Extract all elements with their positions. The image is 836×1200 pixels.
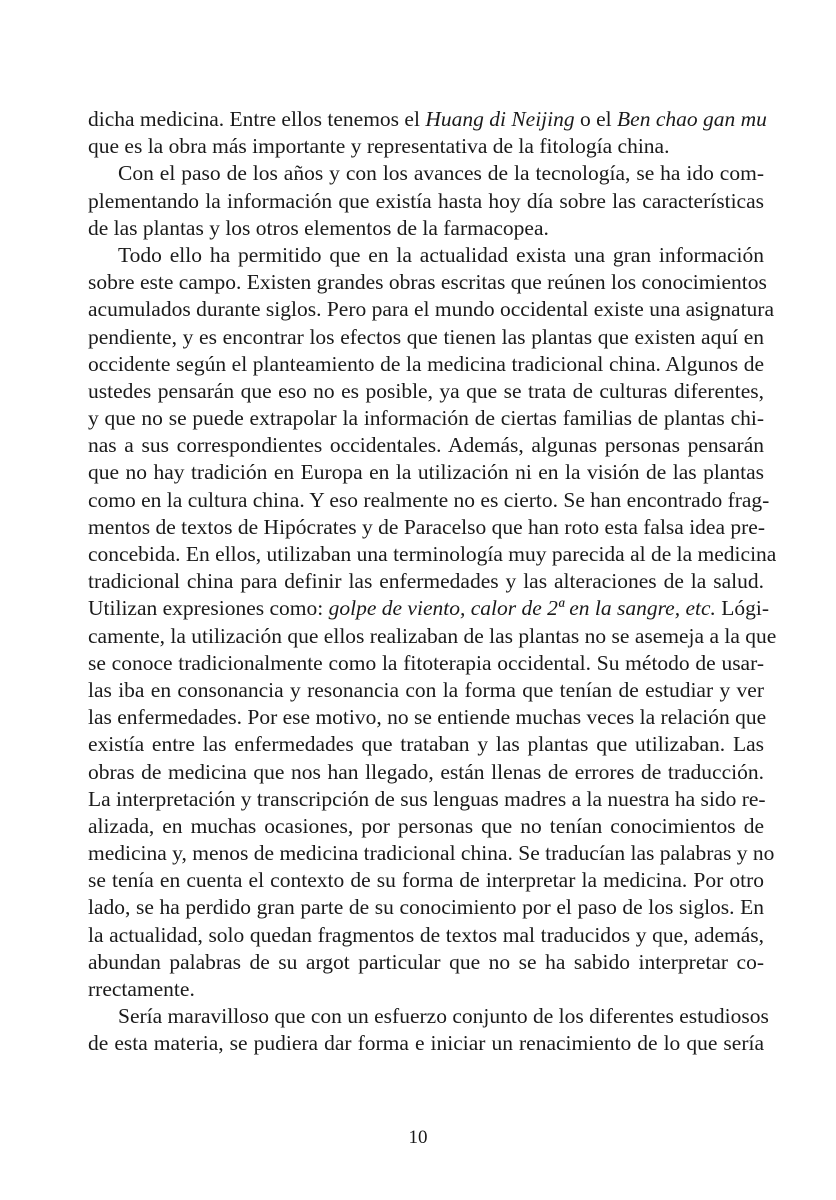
text-line: camente, la utilización que ellos realizaban de las plantas no se asemeja a la que — [88, 623, 777, 648]
text-line: nas a sus correspondientes occidentales. Además, algunas personas pensarán — [88, 433, 764, 458]
text-line: las iba en consonancia y resonancia con la forma que tenían de estudiar y ver — [88, 677, 764, 702]
text-line: como en la cultura china. Y eso realmente no es cierto. Se han encontrado frag- — [88, 487, 770, 512]
text-line: occidente según el planteamiento de la medicina tradicional china. Algunos de — [88, 351, 764, 376]
text-line: lado, se ha perdido gran parte de su conocimiento por el paso de los siglos. En — [88, 895, 764, 920]
text-line: que no hay tradición en Europa en la utilización ni en la visión de las plantas — [88, 460, 764, 485]
text-line: mentos de textos de Hipócrates y de Paracelso que han roto esta falsa idea pre- — [88, 514, 765, 539]
text-line: pendiente, y es encontrar los efectos que tienen las plantas que existen aquí en — [88, 324, 764, 349]
text-line: que es la obra más importante y representativa de la fitología china. — [88, 134, 670, 159]
text-line: las enfermedades. Por ese motivo, no se entiende muchas veces la relación que — [88, 705, 767, 730]
paragraph-first-line: Sería maravilloso que con un esfuerzo conjunto de los diferentes estudiosos — [118, 1004, 769, 1029]
text-line: se tenía en cuenta el contexto de su forma de interpretar la medicina. Por otro — [88, 868, 764, 893]
text-line: Utilizan expresiones como: golpe de viento, calor de 2ª en la sangre, etc. Lógi- — [88, 596, 770, 621]
text-line: medicina y, menos de medicina tradicional china. Se traducían las palabras y no — [88, 841, 775, 866]
text-line: dicha medicina. Entre ellos tenemos el Huang di Neijing o el Ben chao gan mu — [88, 107, 767, 131]
paragraph-first-line: Todo ello ha permitido que en la actualidad exista una gran información — [118, 242, 764, 267]
text-line: se conoce tradicionalmente como la fitoterapia occidental. Su método de usar- — [88, 650, 764, 675]
text-line: de esta materia, se pudiera dar forma e iniciar un renacimiento de lo que sería — [88, 1031, 764, 1056]
text-line: existía entre las enfermedades que trataban y las plantas que utilizaban. Las — [88, 732, 764, 757]
text-line: abundan palabras de su argot particular que no se ha sabido interpretar co- — [88, 949, 764, 974]
paragraph-first-line: Con el paso de los años y con los avances de la tecnología, se ha ido com- — [118, 161, 764, 186]
text-line: obras de medicina que nos han llegado, están llenas de errores de traducción. — [88, 759, 764, 784]
text-line: y que no se puede extrapolar la información de ciertas familias de plantas chi- — [88, 406, 764, 431]
text-line: concebida. En ellos, utilizaban una terminología muy parecida al de la medicina — [88, 542, 777, 566]
text-line: la actualidad, solo quedan fragmentos de textos mal traducidos y que, además, — [88, 922, 764, 947]
text-line: de las plantas y los otros elementos de la farmacopea. — [88, 215, 549, 240]
page-number: 10 — [408, 1127, 428, 1148]
text-line: acumulados durante siglos. Pero para el mundo occidental existe una asignatura — [88, 297, 774, 322]
text-line: sobre este campo. Existen grandes obras escritas que reúnen los conocimientos — [88, 270, 767, 295]
body-text — [88, 106, 777, 1058]
text-line: rrectamente. — [88, 977, 195, 1001]
text-line: plementando la información que existía hasta hoy día sobre las características — [88, 188, 764, 213]
text-line: La interpretación y transcripción de sus lenguas madres a la nuestra ha sido re- — [88, 786, 766, 811]
text-line: alizada, en muchas ocasiones, por personas que no tenían conocimientos de — [88, 813, 764, 838]
text-line: ustedes pensarán que eso no es posible, ya que se trata de culturas diferentes, — [88, 378, 764, 403]
text-line: tradicional china para definir las enfermedades y las alteraciones de la salud. — [88, 569, 764, 594]
